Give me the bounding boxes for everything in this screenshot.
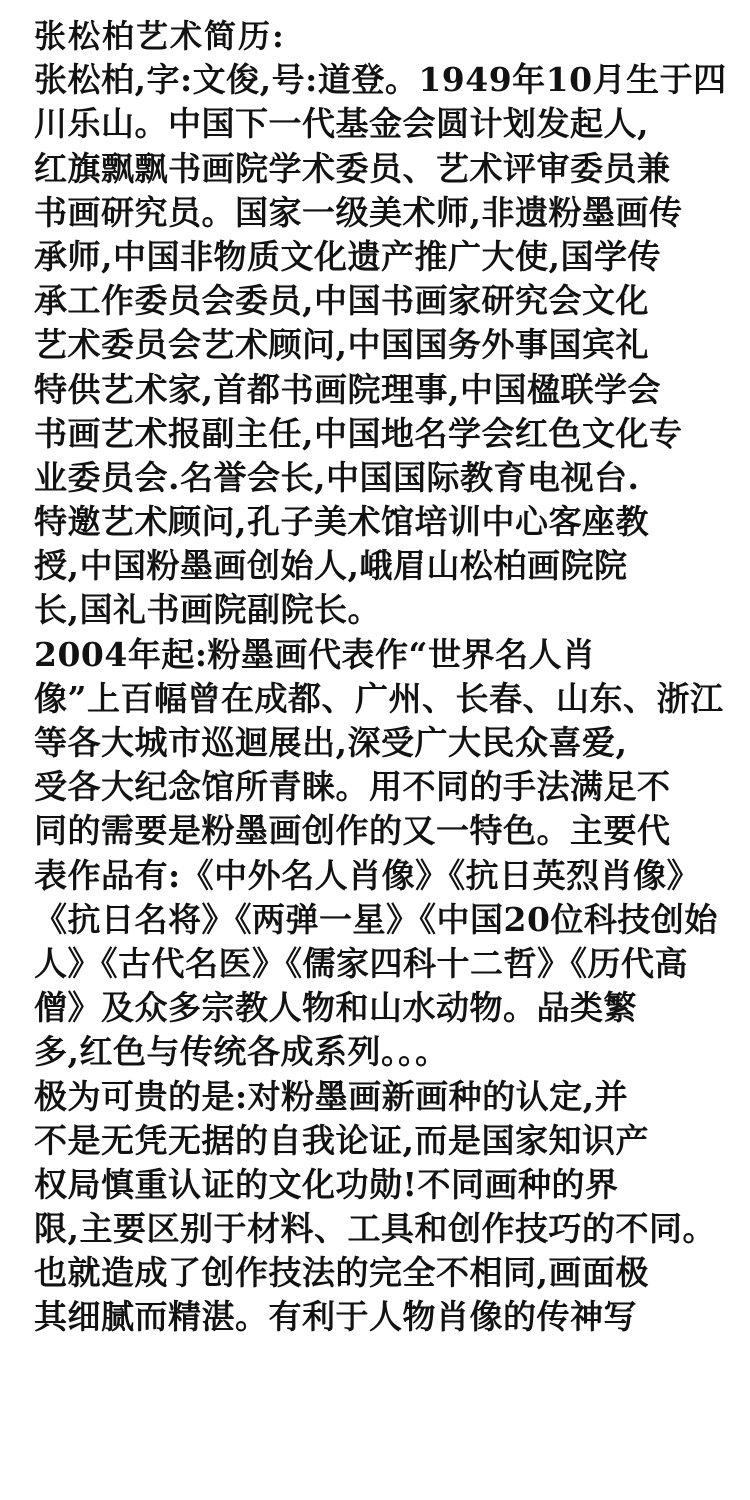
text-line: 长,国礼书画院副院长。 (34, 590, 381, 630)
text-line: 《抗日名将》《两弹一星》《中国20位科技创始 (34, 899, 718, 939)
text-line: 同的需要是粉墨画创作的又一特色。主要代 (34, 811, 671, 851)
text-line: 书画研究员。国家一级美术师,非遗粉墨画传 (34, 192, 683, 232)
text-line: 业委员会.名誉会长,中国国际教育电视台. (34, 457, 640, 497)
text-line: 受各大纪念馆所青睐。用不同的手法满足不 (34, 767, 671, 807)
text-line: 人》《古代名医》《儒家四科十二哲》《历代高 (34, 943, 688, 983)
text-line: 等各大城市巡迴展出,深受广大民众喜爱, (34, 723, 628, 762)
text-line: 多,红色与传统各成系列。。。 (34, 1032, 449, 1072)
text-line: 授,中国粉墨画创始人,峨眉山松柏画院院 (34, 546, 628, 586)
text-line: 2004年起:粉墨画代表作“世界名人肖 (34, 634, 596, 674)
text-line: 其细腻而精湛。有利于人物肖像的传神写 (34, 1297, 637, 1337)
text-line: 僧》及众多宗教人物和山水动物。品类繁 (34, 988, 637, 1028)
text-line: 不是无凭无据的自我论证,而是国家知识产 (34, 1120, 649, 1160)
text-line: 也就造成了创作技法的完全不相同,画面极 (34, 1253, 649, 1293)
text-line: 特邀艺术顾问,孔子美术馆培训中心客座教 (34, 502, 649, 542)
text-line: 表作品有:《中外名人肖像》《抗日英烈肖像》 (34, 855, 701, 895)
text-line: 像”上百幅曾在成都、广州、长春、山东、浙江 (34, 678, 724, 718)
document-title: 张松柏艺术简历: (34, 17, 286, 55)
text-line: 红旗飘飘书画院学术委员、艺术评审委员兼 (34, 148, 671, 188)
text-line: 艺术委员会艺术顾问,中国国务外事国宾礼 (34, 325, 649, 365)
text-line: 川乐山。中国下一代基金会圆计划发起人, (34, 104, 649, 144)
text-line (34, 1340, 728, 1384)
text-line: 承工作委员会委员,中国书画家研究会文化 (34, 281, 649, 321)
text-line: 限,主要区别于材料、工具和创作技巧的不同。 (34, 1209, 716, 1249)
text-line: 张松柏,字:文俊,号:道登。1949年10月生于四 (34, 60, 727, 100)
text-line: 特供艺术家,首都书画院理事,中国楹联学会 (34, 369, 661, 409)
text-line: 权局慎重认证的文化功勋!不同画种的界 (34, 1164, 619, 1204)
text-line: 承师,中国非物质文化遗产推广大使,国学传 (34, 236, 661, 276)
text-line: 书画艺术报副主任,中国地名学会红色文化专 (34, 413, 683, 453)
text-line: 极为可贵的是:对粉墨画新画种的认定,并 (34, 1076, 629, 1116)
